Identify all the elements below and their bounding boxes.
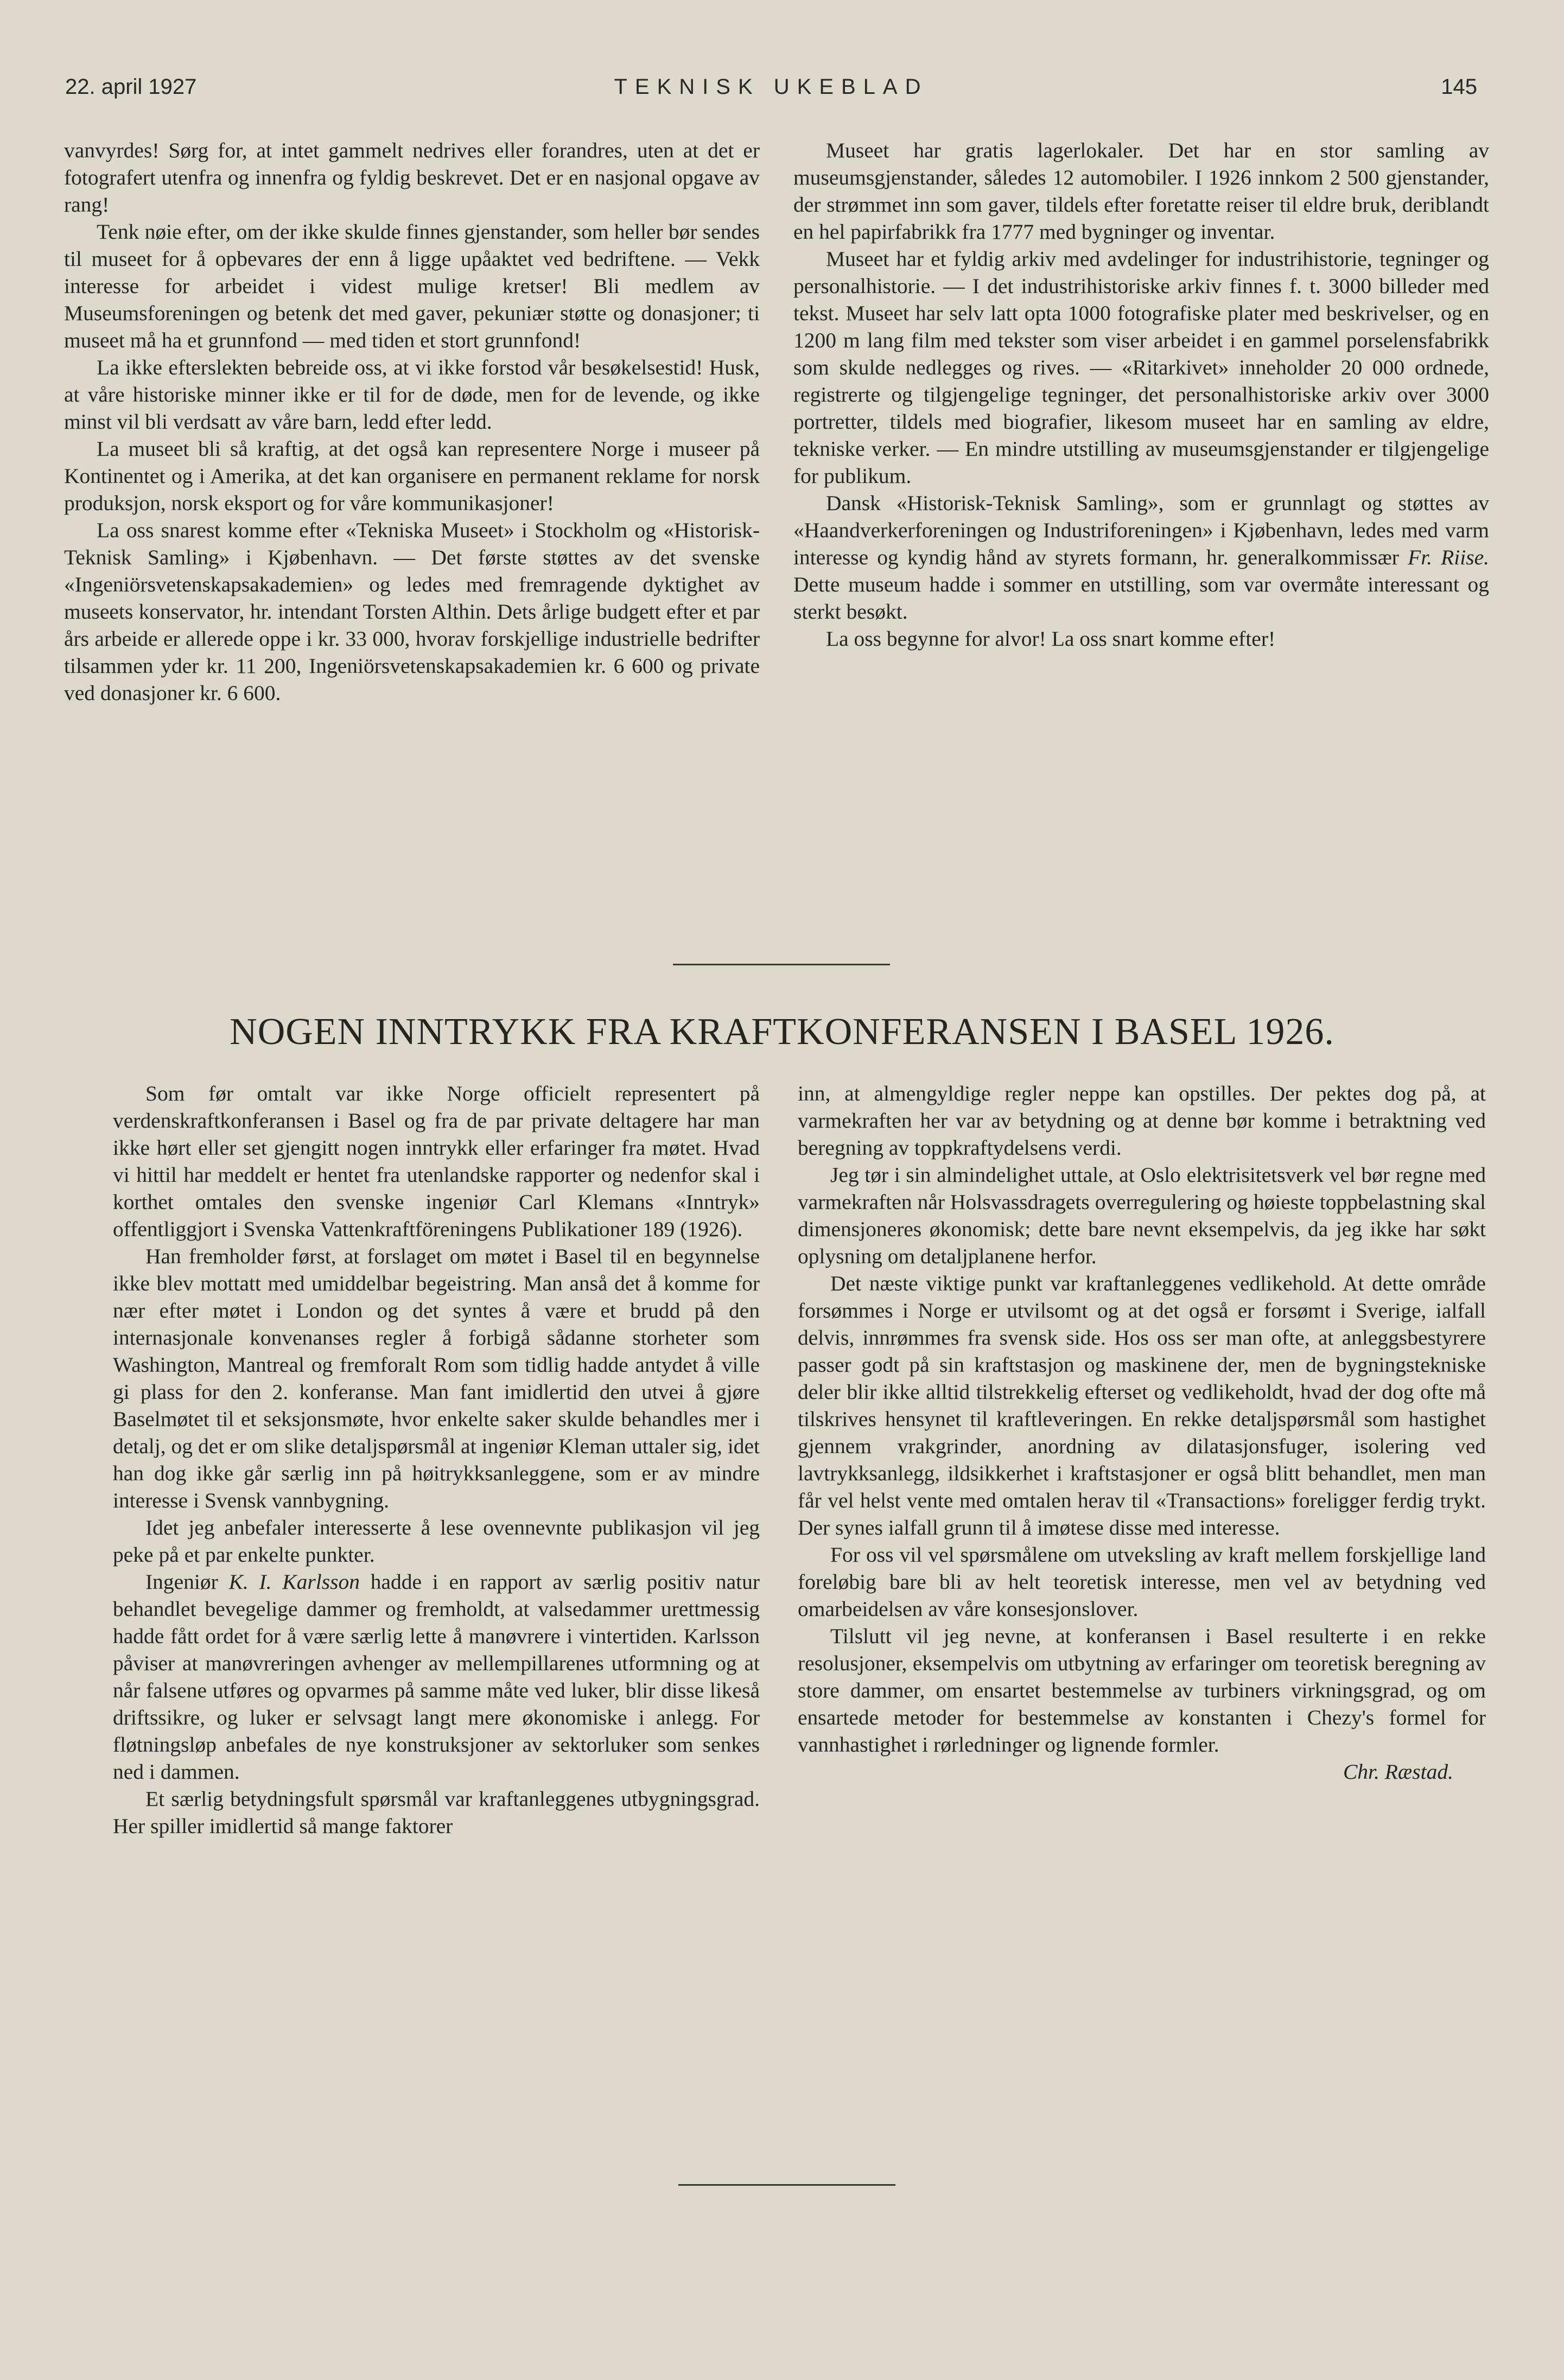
- top-right-column: [793, 137, 1489, 652]
- article-left-column: [113, 1080, 760, 1840]
- paragraph: Han fremholder først, at forslaget om møtet i Basel til en begynnelse ikke blev mottatt med umiddelbar begeistring. Man anså det å komme for nær efter møtet i London og det syntes å være et brudd på den internasjonale konvenanses regler å forbigå sådanne storheter som Washington, Mantreal og fremforalt Rom som tidlig hadde antydet å ville gi plass for den 2. konferanse. Man fant imidlertid den utvei å gjøre Baselmøtet til et seksjonsmøte, hvor enkelte saker skulde behandles mer i detalj, og det er om slike detaljspørsmål at ingeniør Kleman uttaler sig, idet han dog ikke går særlig inn på høitrykksanleggene, som er av mindre interesse i Svensk vannbygning.: [113, 1244, 760, 1512]
- paragraph: Museet har et fyldig arkiv med avdelinger for industrihistorie, tegninger og personalhistorie. — I det industrihistoriske arkiv finnes f. t. 3000 billeder med tekst. Museet har selv latt opta 1000 fotografiske plater med beskrivelser, og en 1200 m lang film med tekster som viser arbeidet i en gammel porselensfabrikk som skulde nedlegges og rives. — «Ritarkivet» inneholder 20 000 ordnede, registrerte og tilgjengelige tegninger, det personalhistoriske arkiv over 3000 portretter, tildels med biografier, likesom museet har en samling av eldre, tekniske verker. — En mindre utstilling av museumsgjenstander er tilgjengelige for publikum.: [793, 247, 1489, 488]
- person-name: K. I. Karlsson: [228, 1570, 360, 1594]
- paragraph-text: Dansk «Historisk-Teknisk Samling», som er grunnlagt og støttes av «Haandverkerforeningen og Industriforeningen» i Kjøbenhavn, ledes med varm interesse og kyndig hånd av styrets formann, hr. generalkommissær: [793, 491, 1489, 569]
- paragraph-text: Ingeniør: [145, 1570, 218, 1594]
- issue-date: 22. april 1927: [65, 75, 197, 99]
- page-number: 145: [1441, 75, 1477, 99]
- paragraph: inn, at almengyldige regler neppe kan opstilles. Der pektes dog på, at varmekraften her var av betydning og at denne bør komme i betraktning ved beregning av toppkraftydelsens verdi.: [798, 1081, 1486, 1160]
- page-header: [65, 75, 1477, 107]
- paragraph: Idet jeg anbefaler interesserte å lese ovennevnte publikasjon vil jeg peke på et par enkelte punkter.: [113, 1516, 760, 1567]
- paragraph: Det næste viktige punkt var kraftanleggenes vedlikehold. At dette område forsømmes i Norge er utvilsomt og at det også er forsømt i Sverige, ialfall delvis, innrømmes fra svensk side. Hos oss ser man ofte, at anleggsbestyrere passer godt på sin kraftstasjon og maskinene der, men de bygningstekniske deler blir ikke alltid tilstrekkelig efterset og vedlikeholdt, hvad der dog ofte må tilskrives hensynet til kraftleveringen. En rekke detaljspørsmål som hastighet gjennem vrakgrinder, anordning av dilatasjonsfuger, isolering ved lavtrykksanlegg, ildsikkerhet i kraftstasjoner er også blitt behandlet, men man får vel helst vente med omtalen herav til «Transactions» foreligger ferdig trykt. Der synes ialfall grunn til å imøtese disse med interesse.: [798, 1271, 1486, 1539]
- paragraph: La oss begynne for alvor! La oss snart komme efter!: [826, 627, 1276, 651]
- paragraph: Tilslutt vil jeg nevne, at konferansen i Basel resulterte i en rekke resolusjoner, eksempelvis om utbytning av erfaringer om teoretisk beregning av store dammer, om ensartet bestemmelse av turbiners virkningsgrad, og om ensartede metoder for bestemmelse av konstanten i Chezy's formel for vannhastighet i rørledninger og lignende formler.: [798, 1624, 1486, 1757]
- paragraph: [793, 489, 1489, 625]
- top-left-column: [64, 137, 760, 707]
- paragraph: Som før omtalt var ikke Norge officielt representert på verdenskraftkonferansen i Basel og fra de par private deltagere har man ikke hørt eller set gjengitt nogen inntrykk eller erfaringer fra møtet. Hvad vi hittil har meddelt er hentet fra utenlandske rapporter og nedenfor skal i korthet omtales den svenske ingeniør Carl Klemans «Inntryk» offentliggjort i Svenska Vattenkraftföreningens Publikationer 189 (1926).: [113, 1081, 760, 1241]
- paragraph: Museet har gratis lagerlokaler. Det har en stor samling av museumsgjenstander, således 12 automobiler. I 1926 innkom 2 500 gjenstander, der strømmet inn som gaver, tildels efter foretatte reiser til eldre bruk, deriblandt en hel papirfabrikk fra 1777 med bygninger og inventar.: [793, 138, 1489, 244]
- paragraph: Tenk nøie efter, om der ikke skulde finnes gjenstander, som heller bør sendes til museet for å opbevares der enn å ligge upåaktet ved bedriftene. — Vekk interesse for arbeidet i videst mulige kretser! Bli medlem av Museumsforeningen og betenk det med gaver, pekuniær støtte og donasjoner; ti museet må ha et grunnfond — med tiden et stort grunnfond!: [64, 220, 760, 352]
- person-name: Fr. Riise.: [1408, 545, 1489, 569]
- paragraph-text: Dette museum hadde i sommer en utstilling, som var overmåte interessant og sterkt besøkt.: [793, 572, 1489, 623]
- paragraph: vanvyrdes! Sørg for, at intet gammelt nedrives eller forandres, uten at det er fotografert utenfra og innenfra og fyldig beskrevet. Det er en nasjonal opgave av rang!: [64, 138, 760, 217]
- paragraph: Jeg tør i sin almindelighet uttale, at Oslo elektrisitetsverk vel bør regne med varmekraften når Holsvassdragets overregulering og høieste toppbelastning skal dimensjoneres økonomisk; dette bare nevnt eksempelvis, da jeg ikke har søkt oplysning om detaljplanene herfor.: [798, 1163, 1486, 1268]
- paragraph: La oss snarest komme efter «Tekniska Museet» i Stockholm og «Historisk-Teknisk Samling» i Kjøbenhavn. — Det første støttes av det svenske «Ingeniörsvetenskapsakademien» og ledes med fremragende dyktighet av museets konservator, hr. intendant Torsten Althin. Dets årlige budgett efter et par års arbeide er allerede oppe i kr. 33 000, hvorav forskjellige industrielle bedrifter tilsammen yder kr. 11 200, Ingeniörsvetenskapsakademien kr. 6 600 og private ved donasjoner kr. 6 600.: [64, 518, 760, 705]
- paragraph: La ikke efterslekten bebreide oss, at vi ikke forstod vår besøkelsestid! Husk, at våre historiske minner ikke er til for de døde, men for de levende, og ikke minst vil bli verdsatt av våre barn, ledd efter ledd.: [64, 355, 760, 434]
- paragraph: [113, 1568, 760, 1785]
- journal-title: TEKNISK UKEBLAD: [614, 75, 929, 99]
- paragraph: For oss vil vel spørsmålene om utveksling av kraft mellem forskjellige land foreløbig bare bli av helt teoretisk interesse, men vel av betydning ved omarbeidelsen av våre konsesjonslover.: [798, 1543, 1486, 1621]
- section-divider: [678, 2184, 895, 2186]
- author-signature: Chr. Ræstad.: [1343, 1760, 1453, 1784]
- article-right-column: [798, 1080, 1486, 1785]
- paragraph: Et særlig betydningsfult spørsmål var kraftanleggenes utbygningsgrad. Her spiller imidlertid så mange faktorer: [113, 1787, 760, 1838]
- paragraph-text: hadde i en rapport av særlig positiv natur behandlet bevegelige dammer og fremholdt, at valsedammer urettmessig hadde fått ordet for å være særlig lette å manøvrere i vintertiden. Karlsson påviser at manøvreringen avhenger av mellempillarenes utformning og at når falsene utføres og opvarmes på samme måte ved luker, blir disse likeså driftssikre, og luker er selvsagt langt mere økonomiske i anlegg. For fløtningsløp anbefales de nye konstruksjoner av sektorluker som senkes ned i dammen.: [113, 1570, 760, 1784]
- section-divider: [673, 964, 890, 965]
- paragraph: La museet bli så kraftig, at det også kan representere Norge i museer på Kontinentet og i Amerika, at det kan organisere en permanent reklame for norsk produksjon, norsk eksport og for våre kommunikasjoner!: [64, 437, 760, 515]
- article-title: NOGEN INNTRYKK FRA KRAFTKONFERANSEN I BASEL 1926.: [230, 1011, 1334, 1053]
